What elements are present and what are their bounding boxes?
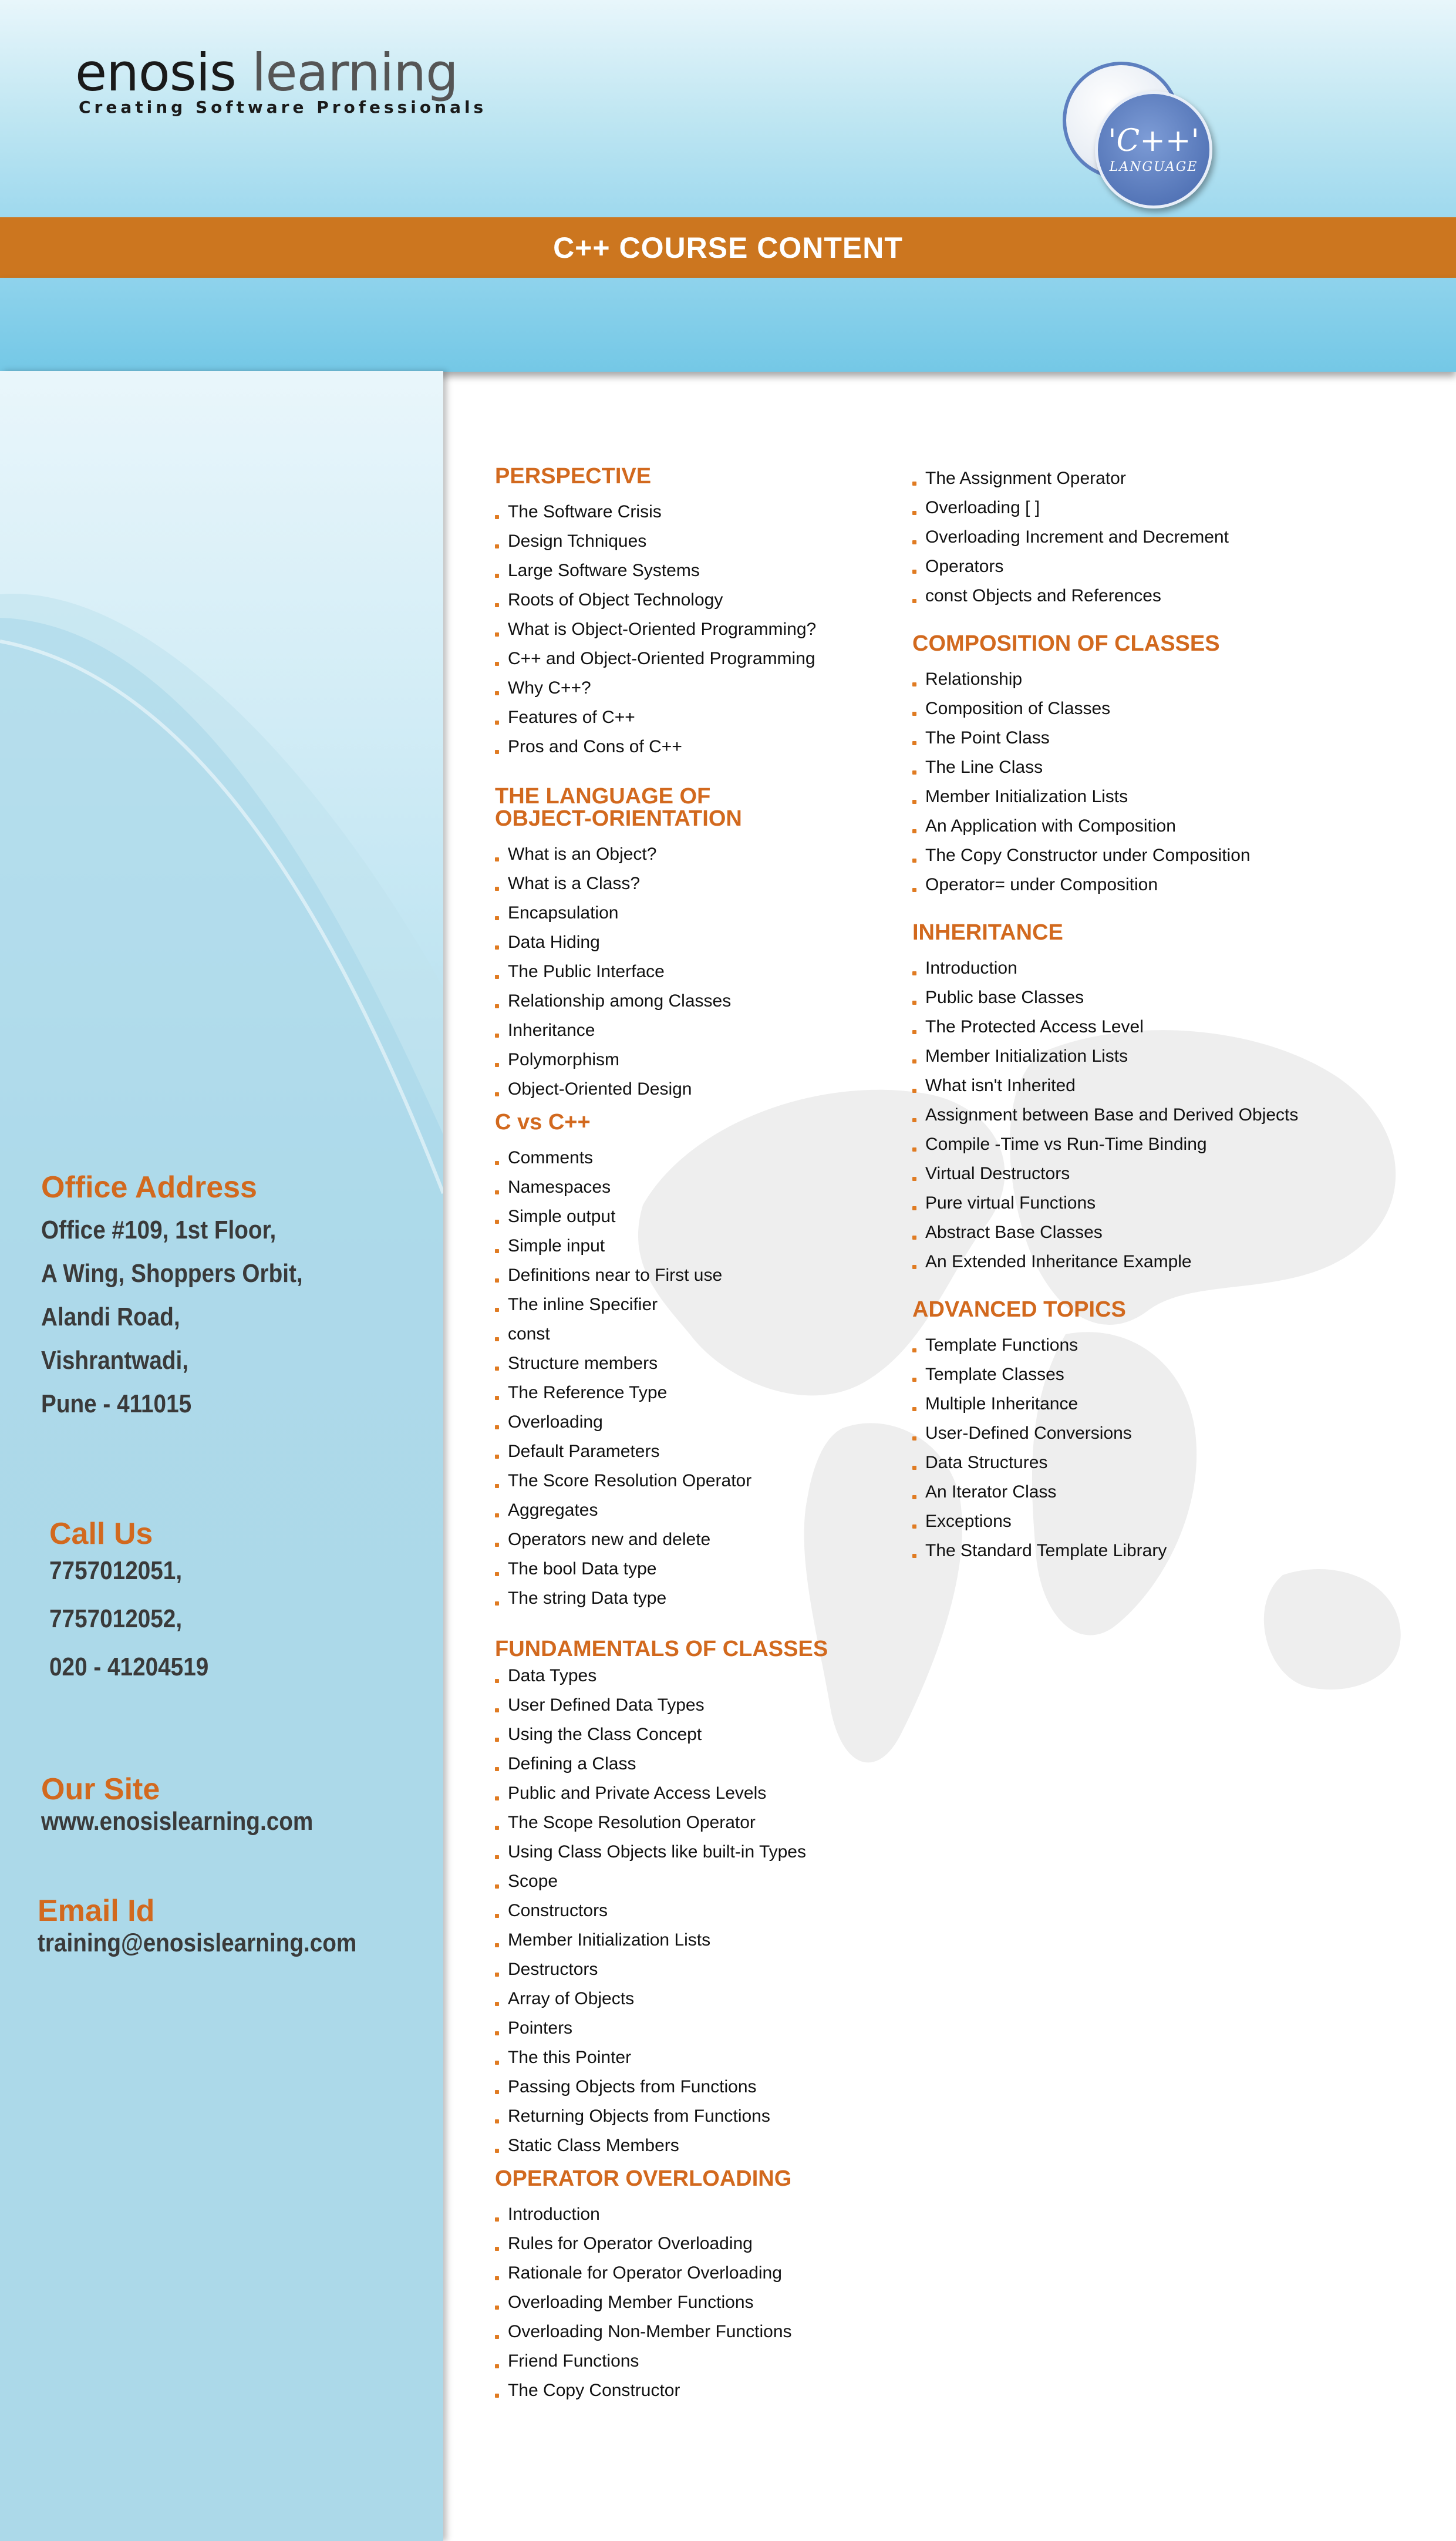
list-item: Compile -Time vs Run-Time Binding (912, 1130, 1441, 1159)
list-item: Object-Oriented Design (495, 1075, 906, 1104)
list-item: Introduction (495, 2200, 906, 2229)
list-item: Public and Private Access Levels (495, 1779, 906, 1808)
list-item: Design Tchniques (495, 527, 906, 556)
list-item: Why C++? (495, 674, 906, 703)
course-title-band (0, 217, 1456, 278)
list-item: Friend Functions (495, 2347, 906, 2376)
list-item: Member Initialization Lists (495, 1926, 906, 1955)
list-item: Pointers (495, 2014, 906, 2043)
office-address-line: Alandi Road, (41, 1303, 180, 1331)
sidebar-wave-decoration (0, 371, 443, 2541)
list-item: Simple input (495, 1231, 906, 1261)
list-item: Large Software Systems (495, 556, 906, 585)
list-item: An Extended Inheritance Example (912, 1247, 1441, 1277)
list-item: Data Hiding (495, 928, 906, 957)
list-item: Assignment between Base and Derived Objects (912, 1100, 1441, 1130)
list-item: Encapsulation (495, 898, 906, 928)
list-item: The Copy Constructor (495, 2376, 906, 2405)
list-item: Rationale for Operator Overloading (495, 2259, 906, 2288)
list-item: Default Parameters (495, 1437, 906, 1466)
list-item: The Line Class (912, 753, 1441, 782)
operator-overloading-continued (912, 464, 1441, 611)
list-item: The Scope Resolution Operator (495, 1808, 906, 1837)
list-item: Pure virtual Functions (912, 1189, 1441, 1218)
list-item: Operators (912, 552, 1441, 581)
list-item: Public base Classes (912, 983, 1441, 1012)
phone-number: 020 - 41204519 (49, 1653, 209, 1681)
list-item: Using Class Objects like built-in Types (495, 1837, 906, 1867)
section-heading: OPERATOR OVERLOADING (495, 2166, 792, 2191)
left-column (495, 465, 906, 2405)
list-item: The Point Class (912, 723, 1441, 753)
list-item: What isn't Inherited (912, 1071, 1441, 1100)
list-item: Pros and Cons of C++ (495, 732, 906, 762)
section-heading: PERSPECTIVE (495, 464, 652, 489)
list-item: The Score Resolution Operator (495, 1466, 906, 1496)
list-item: Overloading (495, 1408, 906, 1437)
cpp-language-badge (1063, 56, 1221, 214)
section-composition-of-classes (912, 632, 1441, 900)
email-block (38, 1893, 400, 1958)
list-item: Template Classes (912, 1360, 1441, 1389)
office-address-line: Office #109, 1st Floor, (41, 1216, 277, 1244)
list-item: Polymorphism (495, 1045, 906, 1075)
list-item: Roots of Object Technology (495, 585, 906, 615)
list-item: Overloading Non-Member Functions (495, 2317, 906, 2347)
office-address-line: A Wing, Shoppers Orbit, (41, 1259, 303, 1288)
list-item: Overloading [ ] (912, 493, 1441, 523)
list-item: User Defined Data Types (495, 1691, 906, 1720)
list-item: Rules for Operator Overloading (495, 2229, 906, 2259)
list-item: Using the Class Concept (495, 1720, 906, 1749)
badge-front-circle (1095, 91, 1212, 208)
list-item: Constructors (495, 1896, 906, 1926)
list-item: const (495, 1320, 906, 1349)
list-item: Scope (495, 1867, 906, 1896)
call-us-block (49, 1516, 230, 1701)
list-item: User-Defined Conversions (912, 1419, 1441, 1448)
section-advanced-topics (912, 1298, 1441, 1566)
list-item: Introduction (912, 954, 1441, 983)
list-item: The inline Specifier (495, 1290, 906, 1320)
list-item: Member Initialization Lists (912, 782, 1441, 812)
list-item: Overloading Member Functions (495, 2288, 906, 2317)
list-item: Namespaces (495, 1173, 906, 1202)
section-fundamentals-of-classes (495, 1638, 906, 2160)
list-item: Operators new and delete (495, 1525, 906, 1554)
office-address-heading: Office Address (41, 1170, 257, 1204)
list-item: The Standard Template Library (912, 1536, 1441, 1566)
list-item: Overloading Increment and Decrement (912, 523, 1441, 552)
section-heading: FUNDAMENTALS OF CLASSES (495, 1637, 828, 1661)
list-item: Simple output (495, 1202, 906, 1231)
list-item: Relationship (912, 665, 1441, 694)
list-item: The Protected Access Level (912, 1012, 1441, 1042)
list-item: An Iterator Class (912, 1478, 1441, 1507)
course-content-area (443, 371, 1456, 2541)
list-item: Array of Objects (495, 1984, 906, 2014)
list-item: The Assignment Operator (912, 464, 1441, 493)
list-item: Virtual Destructors (912, 1159, 1441, 1189)
section-heading: THE LANGUAGE OF OBJECT-ORIENTATION (495, 784, 742, 831)
right-column (912, 464, 1441, 1566)
list-item: const Objects and References (912, 581, 1441, 611)
badge-sub-text: LANGUAGE (1109, 159, 1198, 174)
course-title: C++ COURSE CONTENT (553, 231, 903, 264)
list-item: Inheritance (495, 1016, 906, 1045)
list-item: Structure members (495, 1349, 906, 1378)
list-item: Passing Objects from Functions (495, 2072, 906, 2102)
brand-word-enosis: enosis (75, 42, 236, 103)
section-heading: INHERITANCE (912, 920, 1063, 945)
list-item: Composition of Classes (912, 694, 1441, 723)
list-item: The Software Crisis (495, 497, 906, 527)
list-item: What is an Object? (495, 840, 906, 869)
our-site-block (41, 1772, 350, 1836)
list-item: Data Structures (912, 1448, 1441, 1478)
section-operator-overloading (495, 2168, 906, 2405)
office-address-line: Pune - 411015 (41, 1389, 192, 1418)
phone-number: 7757012051, (49, 1556, 183, 1585)
list-item: Member Initialization Lists (912, 1042, 1441, 1071)
list-item: Static Class Members (495, 2131, 906, 2160)
list-item: Aggregates (495, 1496, 906, 1525)
list-item: Definitions near to First use (495, 1261, 906, 1290)
our-site-heading: Our Site (41, 1772, 160, 1806)
list-item: Template Functions (912, 1331, 1441, 1360)
list-item: Data Types (495, 1661, 906, 1691)
brand-word-learning: learning (251, 42, 458, 103)
phone-number: 7757012052, (49, 1604, 183, 1633)
badge-main-text: 'C++' (1108, 123, 1199, 159)
list-item: Exceptions (912, 1507, 1441, 1536)
brand-tagline: Creating Software Professionals (79, 97, 487, 117)
list-item: The this Pointer (495, 2043, 906, 2072)
site-url: www.enosislearning.com (41, 1807, 314, 1836)
section-heading: COMPOSITION OF CLASSES (912, 631, 1220, 656)
header-lower-band (0, 278, 1456, 372)
section-inheritance (912, 921, 1441, 1277)
list-item: The Reference Type (495, 1378, 906, 1408)
list-item: Returning Objects from Functions (495, 2102, 906, 2131)
list-item: Multiple Inheritance (912, 1389, 1441, 1419)
list-item: Operator= under Composition (912, 870, 1441, 900)
list-item: Defining a Class (495, 1749, 906, 1779)
email-heading: Email Id (38, 1894, 155, 1928)
section-perspective (495, 465, 906, 762)
list-item: What is Object-Oriented Programming? (495, 615, 906, 644)
list-item: Comments (495, 1143, 906, 1173)
list-item: The Public Interface (495, 957, 906, 987)
section-c-vs-cpp (495, 1111, 906, 1613)
list-item: The Copy Constructor under Composition (912, 841, 1441, 870)
list-item: The string Data type (495, 1584, 906, 1613)
list-item: What is a Class? (495, 869, 906, 898)
email-address: training@enosislearning.com (38, 1929, 357, 1957)
section-heading: ADVANCED TOPICS (912, 1297, 1126, 1322)
brand-logo (75, 42, 458, 103)
list-item: C++ and Object-Oriented Programming (495, 644, 906, 674)
list-item: Destructors (495, 1955, 906, 1984)
list-item: The bool Data type (495, 1554, 906, 1584)
office-address-line: Vishrantwadi, (41, 1346, 189, 1375)
list-item: An Application with Composition (912, 812, 1441, 841)
office-address-block (41, 1170, 338, 1433)
section-language-of-oo (495, 785, 906, 1104)
list-item: Relationship among Classes (495, 987, 906, 1016)
contact-sidebar (0, 371, 443, 2541)
list-item: Features of C++ (495, 703, 906, 732)
section-heading: C vs C++ (495, 1110, 591, 1135)
list-item: Abstract Base Classes (912, 1218, 1441, 1247)
call-us-heading: Call Us (49, 1517, 153, 1551)
